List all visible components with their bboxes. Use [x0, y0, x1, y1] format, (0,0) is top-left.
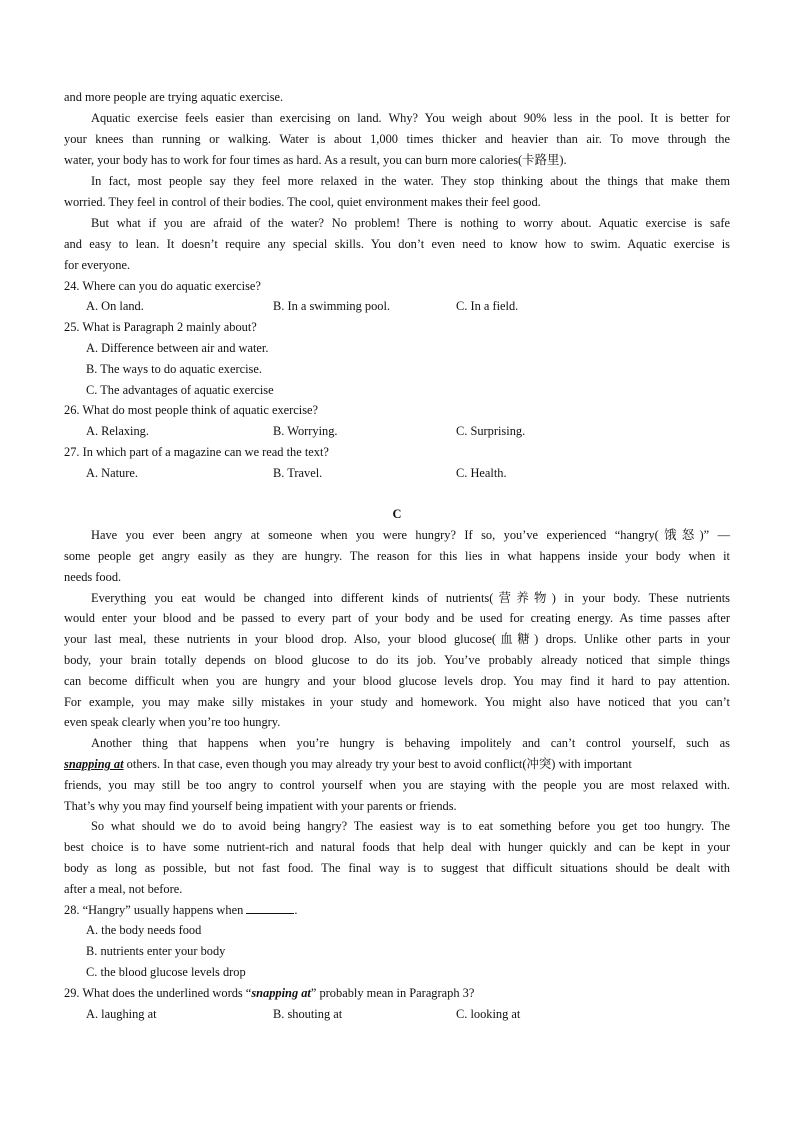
option-a[interactable]: A. Difference between air and water.	[86, 341, 269, 355]
underlined-phrase: snapping at	[64, 757, 124, 771]
paragraph-line: best choice is to have some nutrient-rich and natural foods that help deal with hunger quickly and can be kept in your	[64, 840, 730, 854]
option-c[interactable]: C. The advantages of aquatic exercise	[86, 383, 274, 397]
question-text: 28. “Hangry” usually happens when	[64, 903, 244, 917]
option-b[interactable]: B. In a swimming pool.	[273, 299, 391, 313]
paragraph-line: Another thing that happens when you’re hungry is behaving impolitely and can’t control yourself, such as	[91, 736, 730, 750]
option-c[interactable]: C. Health.	[456, 466, 507, 480]
question-stem: 24. Where can you do aquatic exercise?	[64, 279, 261, 293]
option-b[interactable]: B. Worrying.	[273, 424, 338, 438]
paragraph-line: would enter your blood and be passed to every part of your body and be used for creating energy. As time passes after	[64, 611, 730, 625]
question-text-end: ” probably mean in Paragraph 3?	[310, 986, 475, 1000]
option-a[interactable]: A. Nature.	[86, 466, 138, 480]
paragraph-line: friends, you may still be too angry to control yourself when you are staying with the people you are most relaxed with.	[64, 778, 730, 792]
paragraph-line: needs food.	[64, 570, 122, 584]
option-c[interactable]: C. In a field.	[456, 299, 519, 313]
option-c[interactable]: C. looking at	[456, 1007, 521, 1021]
option-b[interactable]: B. Travel.	[273, 466, 323, 480]
paragraph-line-rest: others. In that case, even though you may already try your best to avoid conflict(冲突) with important	[123, 757, 632, 771]
paragraph-line: But what if you are afraid of the water? No problem! There is nothing to worry about. Aquatic exercise is safe	[91, 216, 730, 230]
paragraph-line: body as long as possible, but not fast food. The final way is to suggest that difficult situations should be dealt with	[64, 861, 730, 875]
paragraph-line: your last meal, these nutrients in your blood drop. Also, your blood glucose(血糖) drops. Unlike other parts in your	[64, 632, 730, 646]
question-text-end: .	[294, 903, 298, 917]
paragraph-line: That’s why you may find yourself being impatient with your parents or friends.	[64, 799, 457, 813]
paragraph-line: your knees than running or walking. Water is about 1,000 times thicker and heavier than air. To move through the	[64, 132, 730, 146]
paragraph-line: Everything you eat would be changed into different kinds of nutrients(营养物) in your body. These nutrients	[91, 591, 730, 605]
paragraph-line: for everyone.	[64, 258, 131, 272]
paragraph-line	[64, 754, 730, 774]
paragraph-line: and more people are trying aquatic exercise.	[64, 90, 284, 104]
answer-blank[interactable]	[246, 901, 294, 914]
option-a[interactable]: A. On land.	[86, 299, 144, 313]
question-stem	[64, 900, 730, 920]
paragraph-line: So what should we do to avoid being hangry? The easiest way is to eat something before you get too hungry. The	[91, 819, 730, 833]
quoted-phrase: snapping at	[251, 986, 311, 1000]
paragraph-line: even speak clearly when you’re too hungry.	[64, 715, 281, 729]
paragraph-line: body, your brain totally depends on blood glucose to do its job. You’ve probably already noticed that simple things	[64, 653, 730, 667]
paragraph-line: after a meal, not before.	[64, 882, 183, 896]
paragraph-line: water, your body has to work for four times as hard. As a result, you can burn more calories(卡路里).	[64, 153, 567, 167]
paragraph-line: some people get angry easily as they are hungry. The reason for this lies in what happens inside your body when it	[64, 549, 730, 563]
question-text: 29. What does the underlined words “	[64, 986, 252, 1000]
option-b[interactable]: B. The ways to do aquatic exercise.	[86, 362, 262, 376]
paragraph-line: In fact, most people say they feel more relaxed in the water. They stop thinking about the things that make them	[91, 174, 730, 188]
paragraph-line: Aquatic exercise feels easier than exercising on land. Why? You weigh about 90% less in the pool. It is better for	[91, 111, 730, 125]
option-b[interactable]: B. nutrients enter your body	[86, 944, 226, 958]
question-stem: 27. In which part of a magazine can we read the text?	[64, 445, 329, 459]
section-heading: C	[392, 507, 402, 521]
paragraph-line: For example, you may make silly mistakes in your study and homework. You might also have noticed that you can’t	[64, 695, 730, 709]
option-c[interactable]: C. the blood glucose levels drop	[86, 965, 246, 979]
paragraph-line: worried. They feel in control of their bodies. The cool, quiet environment makes their feel good.	[64, 195, 541, 209]
option-c[interactable]: C. Surprising.	[456, 424, 526, 438]
question-stem: 26. What do most people think of aquatic exercise?	[64, 403, 319, 417]
paragraph-line: and easy to lean. It doesn’t require any special skills. You don’t even need to know how to swim. Aquatic exercise is	[64, 237, 730, 251]
paragraph-line: can become difficult when you are hungry and your blood glucose levels drop. You may find it hard to pay attention.	[64, 674, 730, 688]
option-a[interactable]: A. laughing at	[86, 1007, 157, 1021]
question-stem	[64, 983, 730, 1003]
paragraph-line: Have you ever been angry at someone when you were hungry? If so, you’ve experienced “hangry(饿怒)” —	[91, 528, 730, 542]
option-a[interactable]: A. the body needs food	[86, 923, 202, 937]
option-b[interactable]: B. shouting at	[273, 1007, 343, 1021]
question-stem: 25. What is Paragraph 2 mainly about?	[64, 320, 257, 334]
option-a[interactable]: A. Relaxing.	[86, 424, 149, 438]
